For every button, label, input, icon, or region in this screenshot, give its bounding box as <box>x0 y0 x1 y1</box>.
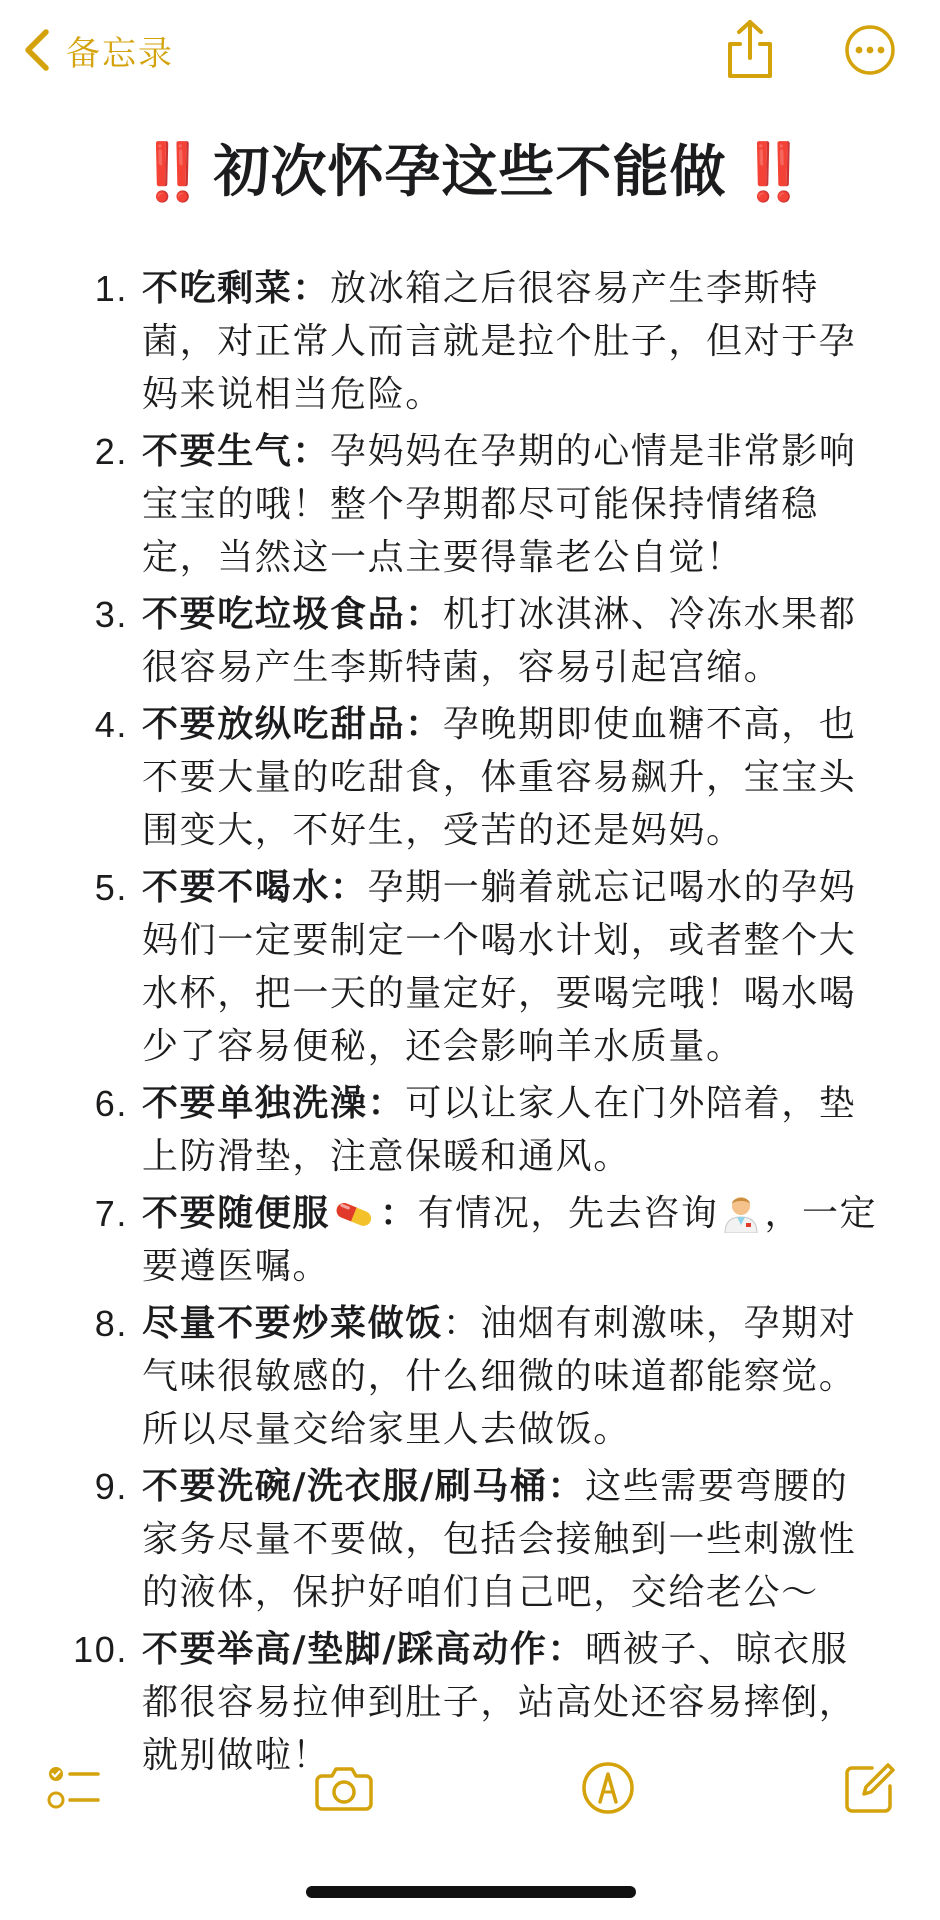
item-text: 这些需要弯腰的家务尽量不要做，包括会接触到一些刺激性的液体，保护好咱们自己吧，交给老公～ <box>142 1466 857 1613</box>
double-exclamation-icon: ‼️ <box>137 140 202 205</box>
item-text-end: ，一定要遵医嘱。 <box>142 1193 878 1287</box>
camera-icon[interactable] <box>314 1764 374 1812</box>
item-text: 孕期一躺着就忘记喝水的孕妈妈们一定要制定一个喝水计划，或者整个大水杯，把一天的量定好，要喝完哦！喝水喝少了容易便秘，还会影响羊水质量。 <box>142 867 857 1067</box>
list-item <box>0 588 940 694</box>
list-item <box>0 861 940 1073</box>
item-number: 2. <box>94 431 128 472</box>
item-heading: 不要随便服 <box>142 1193 331 1234</box>
item-text: 晒被子、晾衣服都很容易拉伸到肚子，站高处还容易摔倒，就别做啦！ <box>142 1629 857 1776</box>
item-number: 6. <box>94 1083 128 1124</box>
item-heading: 不要单独洗澡： <box>142 1083 406 1124</box>
item-text: 放冰箱之后很容易产生李斯特菌，对正常人而言就是拉个肚子，但对于孕妈来说相当危险。 <box>142 268 857 415</box>
item-heading: 不要洗碗/洗衣服/刷马桶： <box>142 1466 586 1507</box>
item-heading: 尽量不要炒菜做饭 <box>142 1303 443 1344</box>
compose-icon[interactable] <box>842 1760 898 1816</box>
list-item <box>0 262 940 421</box>
item-heading-suffix: ： <box>380 1193 418 1234</box>
item-heading: 不要吃垃圾食品： <box>142 594 443 635</box>
item-heading: 不吃剩菜： <box>142 268 331 309</box>
item-number: 7. <box>94 1193 128 1234</box>
back-button[interactable] <box>22 22 174 78</box>
ellipsis-circle-icon[interactable] <box>844 24 896 76</box>
item-text: 可以让家人在门外陪着，垫上防滑垫，注意保暖和通风。 <box>142 1083 857 1177</box>
item-number: 5. <box>94 867 128 908</box>
note-title <box>0 128 940 208</box>
item-text: ：油烟有刺激味，孕期对气味很敏感的，什么细微的味道都能察觉。所以尽量交给家里人去做饭。 <box>142 1303 857 1450</box>
note-title-text: 初次怀孕这些不能做 <box>213 140 727 205</box>
item-heading: 不要举高/垫脚/踩高动作： <box>142 1629 586 1670</box>
item-number: 8. <box>94 1303 128 1344</box>
item-heading: 不要放纵吃甜品： <box>142 704 443 745</box>
item-text: 孕妈妈在孕期的心情是非常影响宝宝的哦！整个孕期都尽可能保持情绪稳定，当然这一点主要得靠老公自觉！ <box>142 431 857 578</box>
chevron-left-icon <box>22 28 52 72</box>
checklist-icon[interactable] <box>46 1762 102 1814</box>
bottom-toolbar <box>0 1740 940 1840</box>
double-exclamation-icon: ‼️ <box>738 140 803 205</box>
navigation-bar <box>0 0 940 100</box>
item-text: 有情况，先去咨询 <box>417 1193 719 1234</box>
item-heading: 不要不喝水： <box>142 867 368 908</box>
item-number: 1. <box>94 268 128 309</box>
list-item <box>0 1460 940 1619</box>
item-number: 4. <box>94 704 128 745</box>
list-item <box>0 425 940 584</box>
share-icon[interactable] <box>724 18 776 80</box>
health-worker-icon <box>722 1191 760 1233</box>
home-indicator[interactable] <box>306 1886 636 1898</box>
list-item <box>0 1187 940 1293</box>
note-body-list[interactable] <box>0 262 940 1786</box>
item-heading: 不要生气： <box>142 431 331 472</box>
item-text: 机打冰淇淋、冷冻水果都很容易产生李斯特菌，容易引起宫缩。 <box>142 594 857 688</box>
list-item <box>0 698 940 857</box>
item-number: 10. <box>73 1629 128 1670</box>
markup-pen-icon[interactable] <box>580 1760 636 1816</box>
back-label: 备忘录 <box>66 33 174 74</box>
item-number: 9. <box>94 1466 128 1507</box>
item-number: 3. <box>94 594 128 635</box>
list-item <box>0 1297 940 1456</box>
item-text: 孕晚期即使血糖不高，也不要大量的吃甜食，体重容易飙升，宝宝头围变大，不好生，受苦的还是妈妈。 <box>142 704 857 851</box>
pill-icon <box>332 1199 376 1229</box>
list-item <box>0 1077 940 1183</box>
